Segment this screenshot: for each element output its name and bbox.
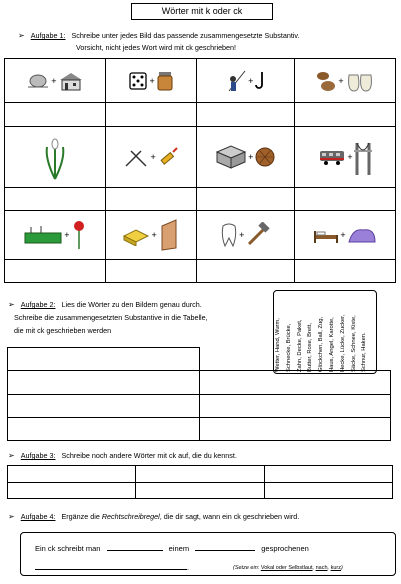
answer-cell[interactable] [105,103,196,126]
bridge-icon [354,137,372,177]
rule-part3: gesprochenen [261,544,309,553]
task4-header [8,512,299,521]
answer-cell[interactable] [105,259,196,282]
rose-icon [71,219,87,251]
task3-instruction: Schreibe noch andere Wörter mit ck auf, die du kennst. [61,451,237,460]
answer-cell[interactable] [199,417,391,440]
answer-cell[interactable] [8,417,200,440]
rule-hint-option: nach [315,565,328,571]
answer-cell[interactable] [8,348,200,371]
answer-cell[interactable] [136,482,264,499]
rule-part2: einem [168,544,190,553]
jar-icon [156,70,174,92]
answer-cell[interactable] [8,466,136,483]
rule-sentence-line2: . [35,562,189,572]
arrow-icon: ➢ [18,31,25,40]
rule-hint-prefix: (Setze ein: [233,565,260,571]
answer-cell[interactable] [105,187,196,210]
rule-hint: (Setze ein: Vokal oder Selbstlaut, nach, kurz) [233,565,343,571]
task2-instruction: Lies die Wörter zu den Bildern genau durch. [61,300,202,309]
answer-cell[interactable] [197,259,295,282]
word-line: Glöckchen, Ball, Zug, [318,316,325,372]
task3-header [8,451,237,460]
answer-cell[interactable] [8,482,136,499]
picture-cell: + [5,211,106,260]
picture-cell: + [197,59,295,103]
lawn-icon [23,223,63,247]
answer-cell[interactable] [199,394,391,417]
butter-icon [122,224,150,246]
rule-box [20,532,396,576]
answer-cell[interactable] [136,466,264,483]
picture-cell: + [295,126,396,187]
task4-text-before: Ergänze die [61,512,102,521]
task2-header [8,300,202,309]
rule-sentence [35,543,309,553]
answer-cell[interactable] [295,259,396,282]
snowdrop-icon [42,133,68,181]
house-icon [58,71,84,91]
rule-hint-suffix: ) [340,565,343,571]
tooth-icon [220,222,238,248]
picture-cell: + [295,211,396,260]
word-line: Säcke, Schnee, Kiste, [350,315,357,372]
answer-cell[interactable] [197,187,295,210]
rule-hint-option: Vokal oder Selbstlaut [260,565,313,571]
arrow-icon: ➢ [8,451,15,460]
word-line: Wetter, Hand, Wurm, [275,318,281,372]
arrow-icon: ➢ [8,300,15,309]
answer-cell[interactable] [197,103,295,126]
answer-cell[interactable] [199,371,391,394]
picture-cell: + [197,211,295,260]
other-words-table [7,465,393,499]
answer-cell[interactable] [8,371,200,394]
tying-hands-icon [123,144,149,170]
answer-cell[interactable] [295,103,396,126]
word-line: Zahn, Decke, Paket, [296,319,303,372]
task1-label: Aufgabe 1: [30,31,66,40]
word-line: Butter, Rose, Brett, [307,323,314,372]
snail-icon [26,73,50,89]
word-line: Schnecke, Brücke, [285,323,292,372]
dice-icon [128,71,148,91]
answer-cell[interactable] [5,259,106,282]
answer-cell[interactable] [295,187,396,210]
word-line: Schnur, Haken. [361,332,368,372]
arrow-icon: ➢ [8,512,15,521]
hook-icon [254,70,266,92]
picture-cell: + [105,126,196,187]
rule-part1: Ein ck schreibt man [35,544,101,553]
task2-instruction-line2: Schreibe die zusammengesetzten Substantive in die Tabelle, [14,313,208,322]
task2-instruction-line3: die mit ck geschrieben werden [14,326,112,335]
word-line: Haus, Angel, Karotte, [328,317,335,372]
ck-answer-table [7,347,391,441]
blanket-icon [347,224,377,246]
task1-header [18,31,300,40]
answer-cell[interactable] [8,394,200,417]
picture-grid [4,58,396,283]
hammer-icon [245,222,271,248]
picture-cell: + [5,59,106,103]
rule-hint-option: kurz [330,565,341,571]
picture-cell [5,126,106,187]
task3-label: Aufgabe 3: [20,451,56,460]
board-icon [158,218,180,252]
potato-icon [315,69,337,93]
sack-icon [345,69,375,93]
task1-warning: Vorsicht, nicht jedes Wort wird mit ck geschrieben! [76,43,237,52]
bed-icon [313,225,339,245]
answer-cell[interactable] [264,482,392,499]
picture-cell: + [105,211,196,260]
rule-blank-2[interactable] [195,543,255,551]
answer-cell[interactable] [5,103,106,126]
answer-cell-empty [199,348,391,371]
twine-icon [254,146,276,168]
train-icon [318,147,346,167]
parcel-icon [215,144,247,170]
answer-cell[interactable] [5,187,106,210]
task2-label: Aufgabe 2: [20,300,56,309]
firecracker-icon [157,146,179,168]
task4-rule-term: Rechtschreibregel [101,512,160,521]
answer-cell[interactable] [264,466,392,483]
rule-blank-1[interactable] [107,543,163,551]
page-title: Wörter mit k oder ck [131,3,273,20]
picture-cell: + [295,59,396,103]
picture-cell: + [105,59,196,103]
word-line: Hecke, Lücke, Zucker, [339,314,346,372]
task1-instruction: Schreibe unter jedes Bild das passende zusammengesetzte Substantiv. [71,31,300,40]
angler-icon [225,69,247,93]
task4-label: Aufgabe 4: [20,512,56,521]
picture-cell: + [197,126,295,187]
task4-text-after: , die dir sagt, wann ein ck geschrieben wird. [159,512,300,521]
rule-blank-3[interactable] [35,562,187,570]
